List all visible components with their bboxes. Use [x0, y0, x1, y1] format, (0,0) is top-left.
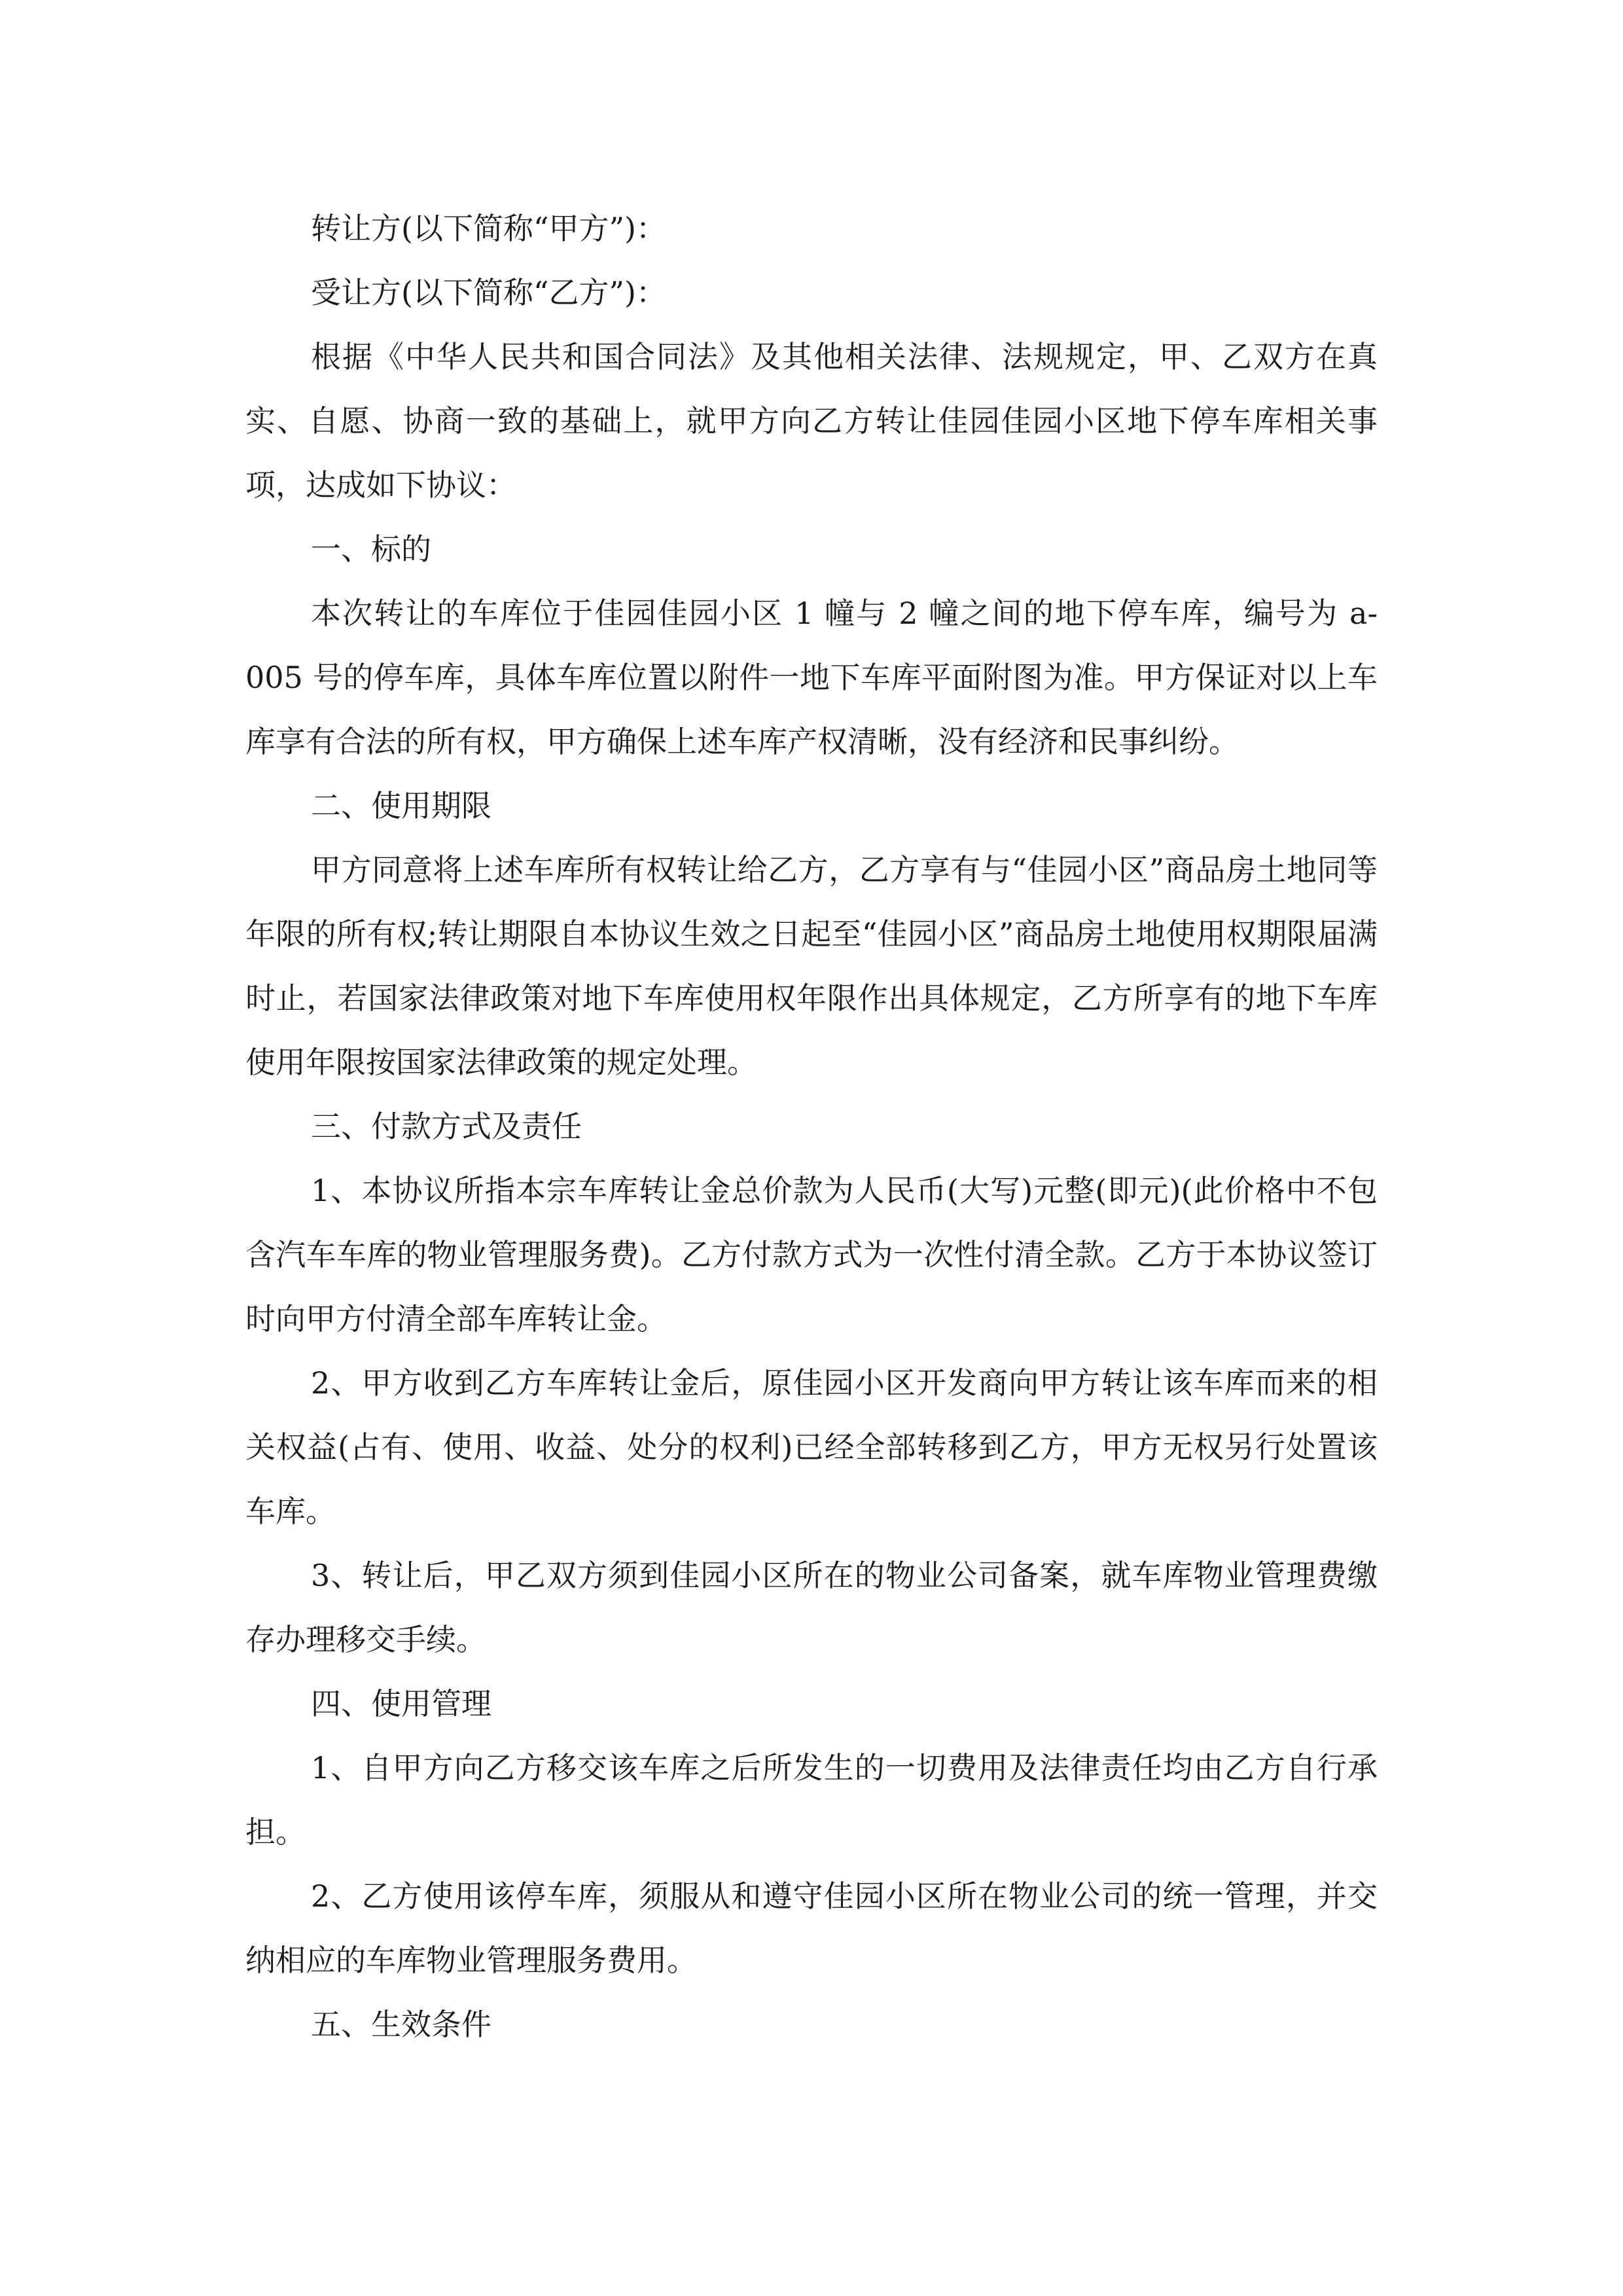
section-3-clause-3: 3、转让后，甲乙双方须到佳园小区所在的物业公司备案，就车库物业管理费缴存办理移交手续。: [245, 1558, 1378, 1657]
party-b-line: 受让方(以下简称“乙方”)：: [311, 275, 666, 310]
preamble-paragraph: 根据《中华人民共和国合同法》及其他相关法律、法规规定，甲、乙双方在真实、自愿、协商一致的基础上，就甲方向乙方转让佳园佳园小区地下停车库相关事项，达成如下协议：: [245, 339, 1378, 503]
section-5-heading: 五、生效条件: [311, 2007, 491, 2042]
contract-body: [245, 196, 1378, 2056]
section-3-clause-1: 1、本协议所指本宗车库转让金总价款为人民币(大写)元整(即元)(此价格中不包含汽车车库的物业管理服务费)。乙方付款方式为一次性付清全款。乙方于本协议签订时向甲方付清全部车库转让金。: [245, 1173, 1378, 1336]
party-a-line: 转让方(以下简称“甲方”)：: [311, 211, 666, 246]
section-4-heading: 四、使用管理: [311, 1686, 491, 1721]
section-2-heading: 二、使用期限: [311, 788, 491, 823]
section-3-heading: 三、付款方式及责任: [311, 1109, 582, 1144]
section-1-paragraph: 本次转让的车库位于佳园佳园小区 1 幢与 2 幢之间的地下停车库，编号为 a-005 号的停车库，具体车库位置以附件一地下车库平面附图为准。甲方保证对以上车库享有合法的所有权，甲方确保上述车库产权清晰，没有经济和民事纠纷。: [245, 596, 1378, 759]
section-4-clause-2: 2、乙方使用该停车库，须服从和遵守佳园小区所在物业公司的统一管理，并交纳相应的车库物业管理服务费用。: [245, 1878, 1378, 1978]
section-2-paragraph: 甲方同意将上述车库所有权转让给乙方，乙方享有与“佳园小区”商品房土地同等年限的所有权;转让期限自本协议生效之日起至“佳园小区”商品房土地使用权期限届满时止，若国家法律政策对地下车库使用权年限作出具体规定，乙方所享有的地下车库使用年限按国家法律政策的规定处理。: [245, 852, 1378, 1080]
section-4-clause-1: 1、自甲方向乙方移交该车库之后所发生的一切费用及法律责任均由乙方自行承担。: [245, 1750, 1378, 1850]
section-3-clause-2: 2、甲方收到乙方车库转让金后，原佳园小区开发商向甲方转让该车库而来的相关权益(占有、使用、收益、处分的权利)已经全部转移到乙方，甲方无权另行处置该车库。: [245, 1365, 1378, 1529]
section-1-heading: 一、标的: [311, 531, 431, 567]
